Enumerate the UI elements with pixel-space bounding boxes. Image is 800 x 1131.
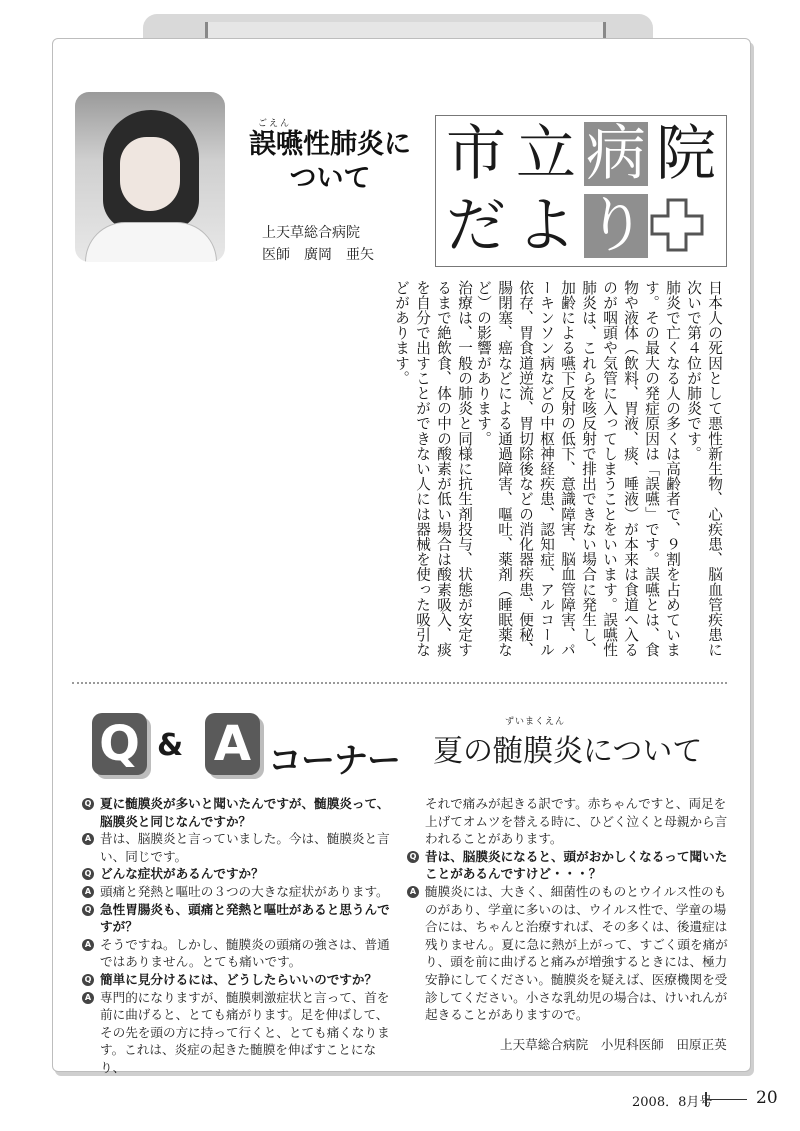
question: Q 急性胃腸炎も、頭痛と発熱と嘔吐があると思うんですが？ — [80, 901, 390, 936]
section-divider — [72, 682, 727, 684]
issue-date: 2008．8月号 — [632, 1095, 713, 1110]
a-badge: A — [205, 713, 260, 775]
qa-right-column — [405, 795, 730, 1024]
author-name: 医師 廣岡 亜矢 — [262, 247, 374, 263]
body-column-top-right — [475, 280, 725, 670]
answer: A そうですね。しかし、髄膜炎の頭痛の強さは、普通ではありません。とても痛いです。 — [80, 936, 390, 971]
masthead-char: だ — [446, 191, 506, 261]
article-title-line2: ついて — [289, 163, 371, 194]
masthead-char: 病 — [586, 119, 646, 189]
topic-title: 夏の髄膜炎について — [433, 734, 703, 769]
body-paragraph: 日本人の死因として悪性新生物、心疾患、脳血管疾患に次いで第４位が肺炎です。 — [685, 280, 723, 658]
qa-left-column — [80, 795, 390, 1077]
question: Q 夏に髄膜炎が多いと聞いたんですが、髄膜炎って、脳膜炎と同じなんですか？ — [80, 795, 390, 830]
answer: A 昔は、脳膜炎と言っていました。今は、髄膜炎と言い、同じです。 — [80, 830, 390, 865]
qa-signature: 上天草総合病院 小児科医師 田原正英 — [500, 1037, 727, 1052]
q-badge: Q — [92, 713, 147, 775]
page-number: 20 — [756, 1088, 778, 1108]
body-paragraph: 肺炎で亡くなる人の多くは高齢者で、９割を占めています。その最大の発症原因は「誤嚥」です。誤嚥とは、食物や液体（飲料、胃液、痰、唾液）が本来は食道へ入るのが咽頭や気管に入ってしまうことをいいます。誤嚥性肺炎は、これらを咳反射で排出できない場合に発生し、加齢による嚥下反射の低下、意識障害、脳血管障害、パーキンソン病などの中枢神経疾患、認知症、アルコール依存、胃食道逆流、胃切除後などの消化器疾患、便秘、腸閉塞、癌などによる通過障害、嘔吐、薬剤（睡眠薬など）の影響があります。 — [475, 280, 681, 658]
title-ruby: ごえん — [258, 119, 292, 129]
doctor-photo — [75, 92, 225, 262]
masthead-char: 市 — [446, 119, 506, 189]
masthead-char: 院 — [656, 119, 716, 189]
qa-ampersand: & — [157, 728, 184, 763]
article-title — [240, 128, 420, 196]
body-column-top-left — [75, 280, 475, 670]
qa-corner-label: コーナー — [268, 741, 400, 781]
masthead-char: よ — [516, 191, 576, 261]
question: Q どんな症状があるんですか？ — [80, 865, 390, 883]
footer-rule — [707, 1099, 747, 1100]
question: Q 昔は、脳膜炎になると、頭がおかしくなるって聞いたことがあるんですけど・・・？ — [405, 848, 730, 883]
answer: A 頭痛と発熱と嘔吐の３つの大きな症状があります。 — [80, 883, 390, 901]
cross-icon — [648, 196, 706, 254]
masthead-char: り — [586, 191, 646, 261]
body-paragraph: 治療は、一般の肺炎と同様に抗生剤投与、状態が安定するまで絶飲食、体の中の酸素が低い場合は酸素吸入、痰を自分で出すことができない人には器械を使った吸引などがあります。 — [393, 280, 473, 658]
answer: A 専門的になりますが、髄膜刺激症状と言って、首を前に曲げると、とても痛がります。足を伸ばして、その先を頭の方に持って行くと、とても痛くなります。これは、炎症の起きた髄膜を伸ばすことになり、 — [80, 989, 390, 1077]
body-column-hidden — [500, 480, 501, 481]
answer-continued: それで痛みが起きる訳です。赤ちゃんですと、両足を上げてオムツを替える時に、ひどく泣くと母親から言われることがあります。 — [425, 796, 728, 847]
answer: A 髄膜炎には、大きく、細菌性のものとウイルス性のものがあり、学童に多いのは、ウイルス性で、学童の場合には、ちゃんと治療すれば、その多くは、後遺症は残りません。夏に急に熱が上がって、すごく頭を痛がり、頭を前に曲げると痛みが増強するときには、極力安静にしてください。髄膜炎を疑えば、医療機関を受診してください。小さな乳幼児の場合は、けいれんが起きることがありますので。 — [405, 883, 730, 1024]
article-title-line1: 誤嚥性肺炎に — [249, 129, 411, 160]
question: Q 簡単に見分けるには、どうしたらいいのですか？ — [80, 971, 390, 989]
masthead-char: 立 — [516, 119, 576, 189]
author-hospital: 上天草総合病院 — [262, 225, 360, 241]
topic-ruby: ずいまくえん — [505, 717, 566, 727]
